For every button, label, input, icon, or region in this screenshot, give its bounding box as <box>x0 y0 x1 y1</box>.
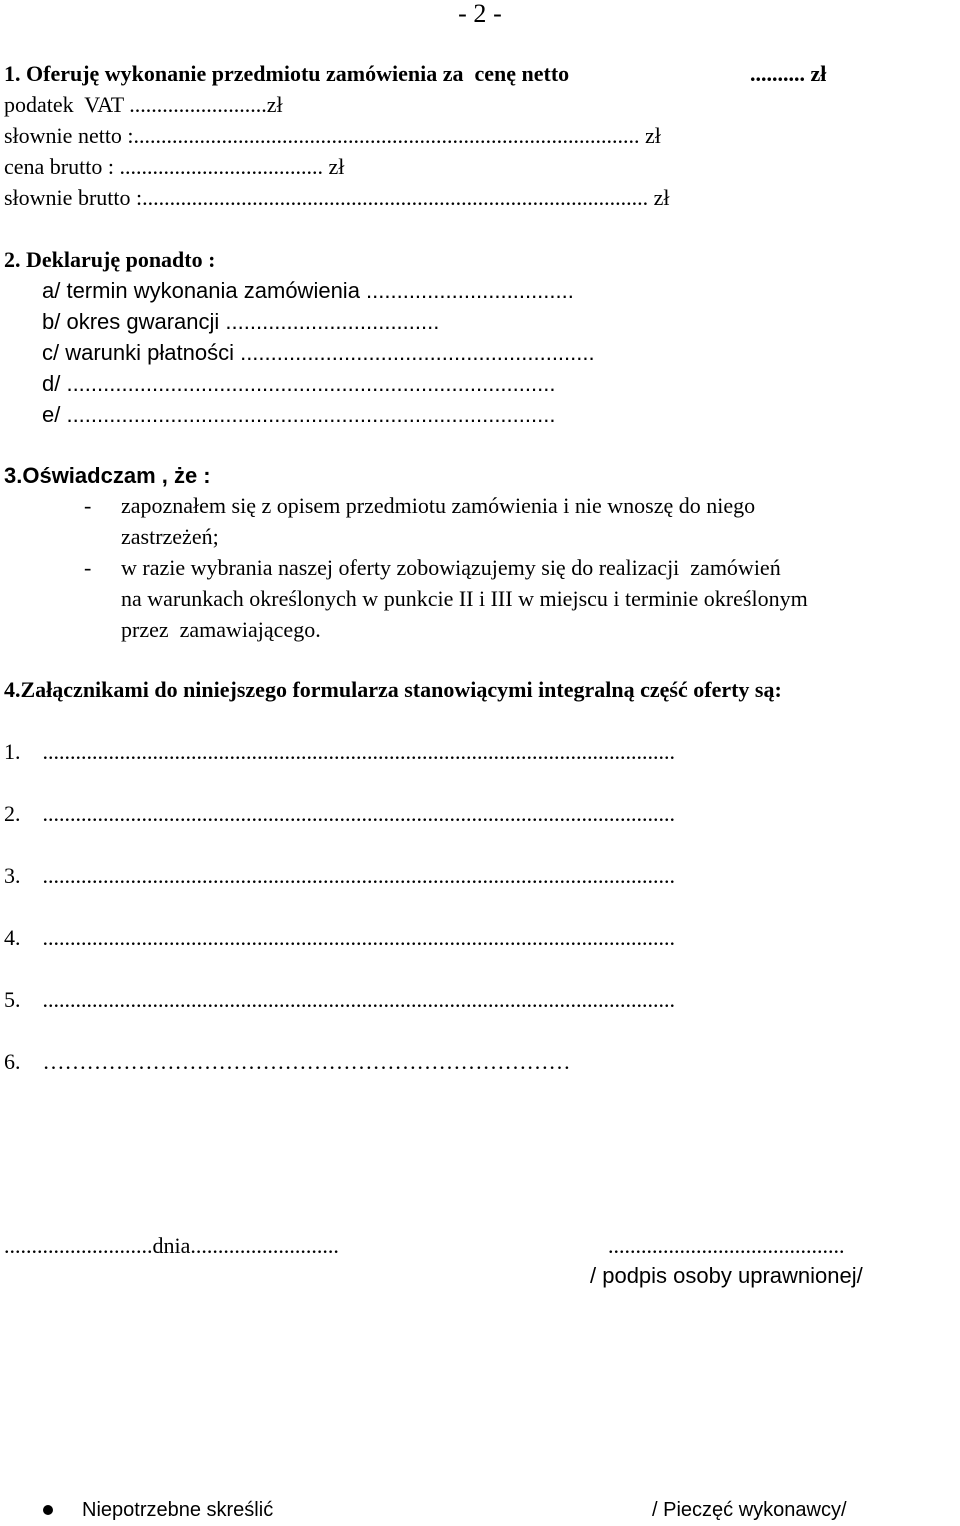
signature-label: / podpis osoby uprawnionej/ <box>590 1263 863 1288</box>
price-offer-heading-tail: .......... zł <box>750 61 827 86</box>
statement-2-dash: - <box>84 555 92 580</box>
statement-2-line-3: przez zamawiającego. <box>121 617 321 642</box>
declaration-item-c: c/ warunki płatności .......................................................... <box>42 340 595 365</box>
attachment-5: 5. ................................................................................................................... <box>4 987 675 1012</box>
statement-1-line-2: zastrzeżeń; <box>121 524 219 549</box>
gross-words-line: słownie brutto :............................................................................................ zł <box>4 185 670 210</box>
statement-2-line-2: na warunkach określonych w punkcie II i III w miejscu i terminie określonym <box>121 586 808 611</box>
gross-price-line: cena brutto : ..................................... zł <box>4 154 345 179</box>
attachments-heading: 4.Załącznikami do niniejszego formularza stanowiącymi integralną część oferty są: <box>4 677 782 702</box>
bullet-icon <box>43 1505 53 1515</box>
declarations-heading: 2. Deklaruję ponadto : <box>4 247 216 272</box>
attachment-3: 3. ................................................................................................................... <box>4 863 675 888</box>
vat-line: podatek VAT .........................zł <box>4 92 283 117</box>
net-words-line: słownie netto :............................................................................................ zł <box>4 123 661 148</box>
attachment-6: 6. ……………………………………………………………… <box>4 1049 571 1074</box>
declaration-item-d: d/ ................................................................................ <box>42 371 556 396</box>
strike-note: Niepotrzebne skreślić <box>82 1499 274 1521</box>
date-line: ...........................dnia........................... <box>4 1233 339 1258</box>
declaration-item-e: e/ ................................................................................ <box>42 402 556 427</box>
statement-heading: 3.Oświadczam , że : <box>4 463 211 488</box>
price-offer-heading: 1. Oferuję wykonanie przedmiotu zamówienia za cenę netto <box>4 61 570 86</box>
attachment-4: 4. ................................................................................................................... <box>4 925 675 950</box>
contractor-stamp-label: / Pieczęć wykonawcy/ <box>652 1499 847 1521</box>
page-number: - 2 - <box>458 0 502 28</box>
attachment-1: 1. ................................................................................................................... <box>4 739 675 764</box>
statement-2-line-1: w razie wybrania naszej oferty zobowiązujemy się do realizacji zamówień <box>121 555 781 580</box>
attachment-2: 2. ................................................................................................................... <box>4 801 675 826</box>
statement-1-dash: - <box>84 493 92 518</box>
signature-line: ........................................... <box>608 1233 845 1258</box>
statement-1-line-1: zapoznałem się z opisem przedmiotu zamówienia i nie wnoszę do niego <box>121 493 756 518</box>
declaration-item-a: a/ termin wykonania zamówienia .................................. <box>42 278 574 303</box>
declaration-item-b: b/ okres gwarancji ................................... <box>42 309 440 334</box>
